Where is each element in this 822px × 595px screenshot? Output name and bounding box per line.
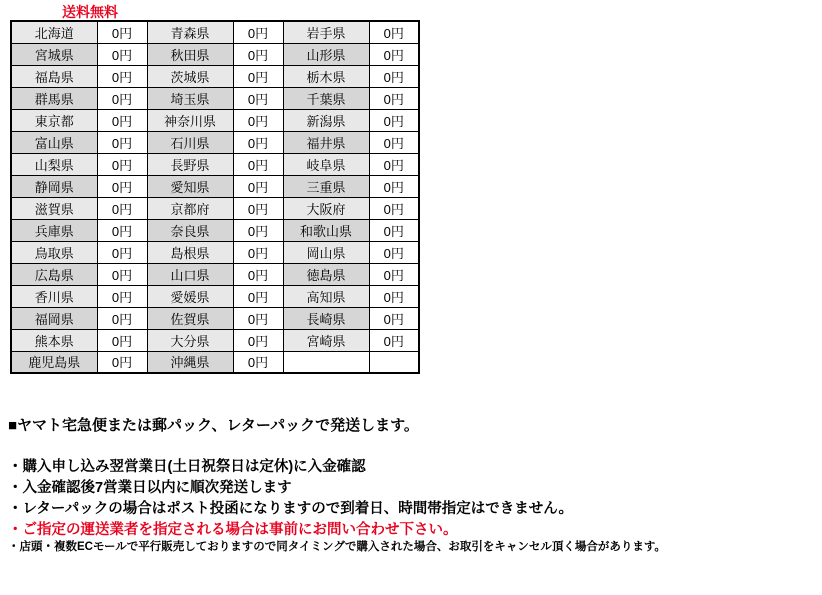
table-row xyxy=(11,285,419,307)
shipping-price-cell: 0円 xyxy=(369,43,419,65)
table-row xyxy=(11,43,419,65)
shipping-price-cell: 0円 xyxy=(233,43,283,65)
shipping-price-cell: 0円 xyxy=(97,43,147,65)
shipping-notes-list xyxy=(8,457,808,541)
shipping-price-cell: 0円 xyxy=(369,285,419,307)
shipping-price-cell: 0円 xyxy=(233,351,283,373)
table-row xyxy=(11,219,419,241)
shipping-price-cell: 0円 xyxy=(233,175,283,197)
prefecture-name-cell: 岡山県 xyxy=(283,241,369,263)
prefecture-name-cell: 岩手県 xyxy=(283,21,369,43)
prefecture-name-cell: 神奈川県 xyxy=(147,109,233,131)
shipping-price-cell: 0円 xyxy=(97,87,147,109)
shipping-price-cell: 0円 xyxy=(97,307,147,329)
prefecture-name-cell: 埼玉県 xyxy=(147,87,233,109)
shipping-price-cell: 0円 xyxy=(97,153,147,175)
shipping-price-cell: 0円 xyxy=(369,87,419,109)
table-row xyxy=(11,65,419,87)
table-cell-empty xyxy=(369,351,419,373)
shipping-price-cell: 0円 xyxy=(233,21,283,43)
shipping-price-cell: 0円 xyxy=(369,219,419,241)
prefecture-name-cell: 京都府 xyxy=(147,197,233,219)
prefecture-name-cell: 富山県 xyxy=(11,131,97,153)
table-row xyxy=(11,175,419,197)
table-row xyxy=(11,351,419,373)
shipping-price-cell: 0円 xyxy=(233,109,283,131)
shipping-price-cell: 0円 xyxy=(369,65,419,87)
prefecture-name-cell: 山梨県 xyxy=(11,153,97,175)
prefecture-name-cell: 三重県 xyxy=(283,175,369,197)
shipping-price-cell: 0円 xyxy=(369,131,419,153)
shipping-price-cell: 0円 xyxy=(233,87,283,109)
prefecture-name-cell: 大阪府 xyxy=(283,197,369,219)
prefecture-name-cell: 徳島県 xyxy=(283,263,369,285)
shipping-note-line: ・レターパックの場合はポスト投函になりますので到着日、時間帯指定はできません。 xyxy=(8,501,574,517)
prefecture-name-cell: 北海道 xyxy=(11,21,97,43)
prefecture-name-cell: 福島県 xyxy=(11,65,97,87)
shipping-price-cell: 0円 xyxy=(369,307,419,329)
table-row xyxy=(11,329,419,351)
prefecture-name-cell: 長野県 xyxy=(147,153,233,175)
prefecture-name-cell: 香川県 xyxy=(11,285,97,307)
table-row xyxy=(11,153,419,175)
prefecture-name-cell: 高知県 xyxy=(283,285,369,307)
prefecture-name-cell: 茨城県 xyxy=(147,65,233,87)
prefecture-name-cell: 新潟県 xyxy=(283,109,369,131)
prefecture-name-cell: 宮城県 xyxy=(11,43,97,65)
shipping-note-line: ・購入申し込み翌営業日(土日祝祭日は定休)に入金確認 xyxy=(8,459,366,475)
shipping-price-cell: 0円 xyxy=(97,351,147,373)
prefecture-name-cell: 広島県 xyxy=(11,263,97,285)
prefecture-name-cell: 愛媛県 xyxy=(147,285,233,307)
table-row xyxy=(11,197,419,219)
prefecture-name-cell: 沖縄県 xyxy=(147,351,233,373)
prefecture-name-cell: 山形県 xyxy=(283,43,369,65)
prefecture-name-cell: 奈良県 xyxy=(147,219,233,241)
shipping-price-cell: 0円 xyxy=(233,285,283,307)
shipping-price-cell: 0円 xyxy=(233,131,283,153)
table-row xyxy=(11,87,419,109)
shipping-price-cell: 0円 xyxy=(233,197,283,219)
shipping-price-cell: 0円 xyxy=(369,21,419,43)
shipping-price-cell: 0円 xyxy=(97,109,147,131)
prefecture-name-cell: 秋田県 xyxy=(147,43,233,65)
prefecture-name-cell: 熊本県 xyxy=(11,329,97,351)
prefecture-name-cell: 愛知県 xyxy=(147,175,233,197)
shipping-price-cell: 0円 xyxy=(97,241,147,263)
prefecture-name-cell: 千葉県 xyxy=(283,87,369,109)
shipping-price-cell: 0円 xyxy=(369,263,419,285)
shipping-price-cell: 0円 xyxy=(233,329,283,351)
shipping-method-heading: ■ヤマト宅急便または郵パック、レターパックで発送します。 xyxy=(8,417,419,434)
table-row xyxy=(11,263,419,285)
table-cell-empty xyxy=(283,351,369,373)
table-row xyxy=(11,307,419,329)
prefecture-name-cell: 大分県 xyxy=(147,329,233,351)
shipping-price-cell: 0円 xyxy=(97,175,147,197)
shipping-price-cell: 0円 xyxy=(233,241,283,263)
prefecture-name-cell: 静岡県 xyxy=(11,175,97,197)
free-shipping-label: 送料無料 xyxy=(62,4,118,20)
prefecture-name-cell: 滋賀県 xyxy=(11,197,97,219)
prefecture-name-cell: 群馬県 xyxy=(11,87,97,109)
shipping-price-cell: 0円 xyxy=(369,109,419,131)
shipping-price-cell: 0円 xyxy=(233,307,283,329)
prefecture-name-cell: 福岡県 xyxy=(11,307,97,329)
shipping-price-cell: 0円 xyxy=(369,175,419,197)
table-row xyxy=(11,21,419,43)
shipping-note-line: ・ご指定の運送業者を指定される場合は事前にお問い合わせ下さい。 xyxy=(8,522,458,538)
shipping-price-cell: 0円 xyxy=(97,219,147,241)
prefecture-name-cell: 鳥取県 xyxy=(11,241,97,263)
prefecture-name-cell: 青森県 xyxy=(147,21,233,43)
shipping-price-cell: 0円 xyxy=(233,153,283,175)
prefecture-name-cell: 東京都 xyxy=(11,109,97,131)
shipping-price-cell: 0円 xyxy=(369,197,419,219)
table-row xyxy=(11,241,419,263)
shipping-price-cell: 0円 xyxy=(97,329,147,351)
prefecture-name-cell: 福井県 xyxy=(283,131,369,153)
prefecture-name-cell: 鹿児島県 xyxy=(11,351,97,373)
shipping-price-cell: 0円 xyxy=(97,285,147,307)
shipping-price-cell: 0円 xyxy=(369,153,419,175)
prefecture-name-cell: 長崎県 xyxy=(283,307,369,329)
shipping-price-cell: 0円 xyxy=(369,329,419,351)
shipping-footnote: ・店頭・複数ECモールで平行販売しておりますので同タイミングで購入された場合、お取引をキャンセル頂く場合があります。 xyxy=(8,541,666,553)
shipping-price-cell: 0円 xyxy=(97,65,147,87)
prefecture-name-cell: 山口県 xyxy=(147,263,233,285)
prefecture-name-cell: 栃木県 xyxy=(283,65,369,87)
shipping-price-cell: 0円 xyxy=(369,241,419,263)
table-row xyxy=(11,109,419,131)
prefecture-name-cell: 島根県 xyxy=(147,241,233,263)
shipping-fee-table-body xyxy=(11,21,419,373)
shipping-price-cell: 0円 xyxy=(97,21,147,43)
prefecture-name-cell: 和歌山県 xyxy=(283,219,369,241)
shipping-price-cell: 0円 xyxy=(233,263,283,285)
shipping-price-cell: 0円 xyxy=(233,219,283,241)
shipping-price-cell: 0円 xyxy=(97,131,147,153)
prefecture-name-cell: 佐賀県 xyxy=(147,307,233,329)
shipping-fee-table xyxy=(10,20,420,374)
prefecture-name-cell: 岐阜県 xyxy=(283,153,369,175)
shipping-note-line: ・入金確認後7営業日以内に順次発送します xyxy=(8,480,292,496)
shipping-price-cell: 0円 xyxy=(97,263,147,285)
prefecture-name-cell: 石川県 xyxy=(147,131,233,153)
shipping-price-cell: 0円 xyxy=(97,197,147,219)
table-row xyxy=(11,131,419,153)
prefecture-name-cell: 兵庫県 xyxy=(11,219,97,241)
shipping-price-cell: 0円 xyxy=(233,65,283,87)
prefecture-name-cell: 宮崎県 xyxy=(283,329,369,351)
